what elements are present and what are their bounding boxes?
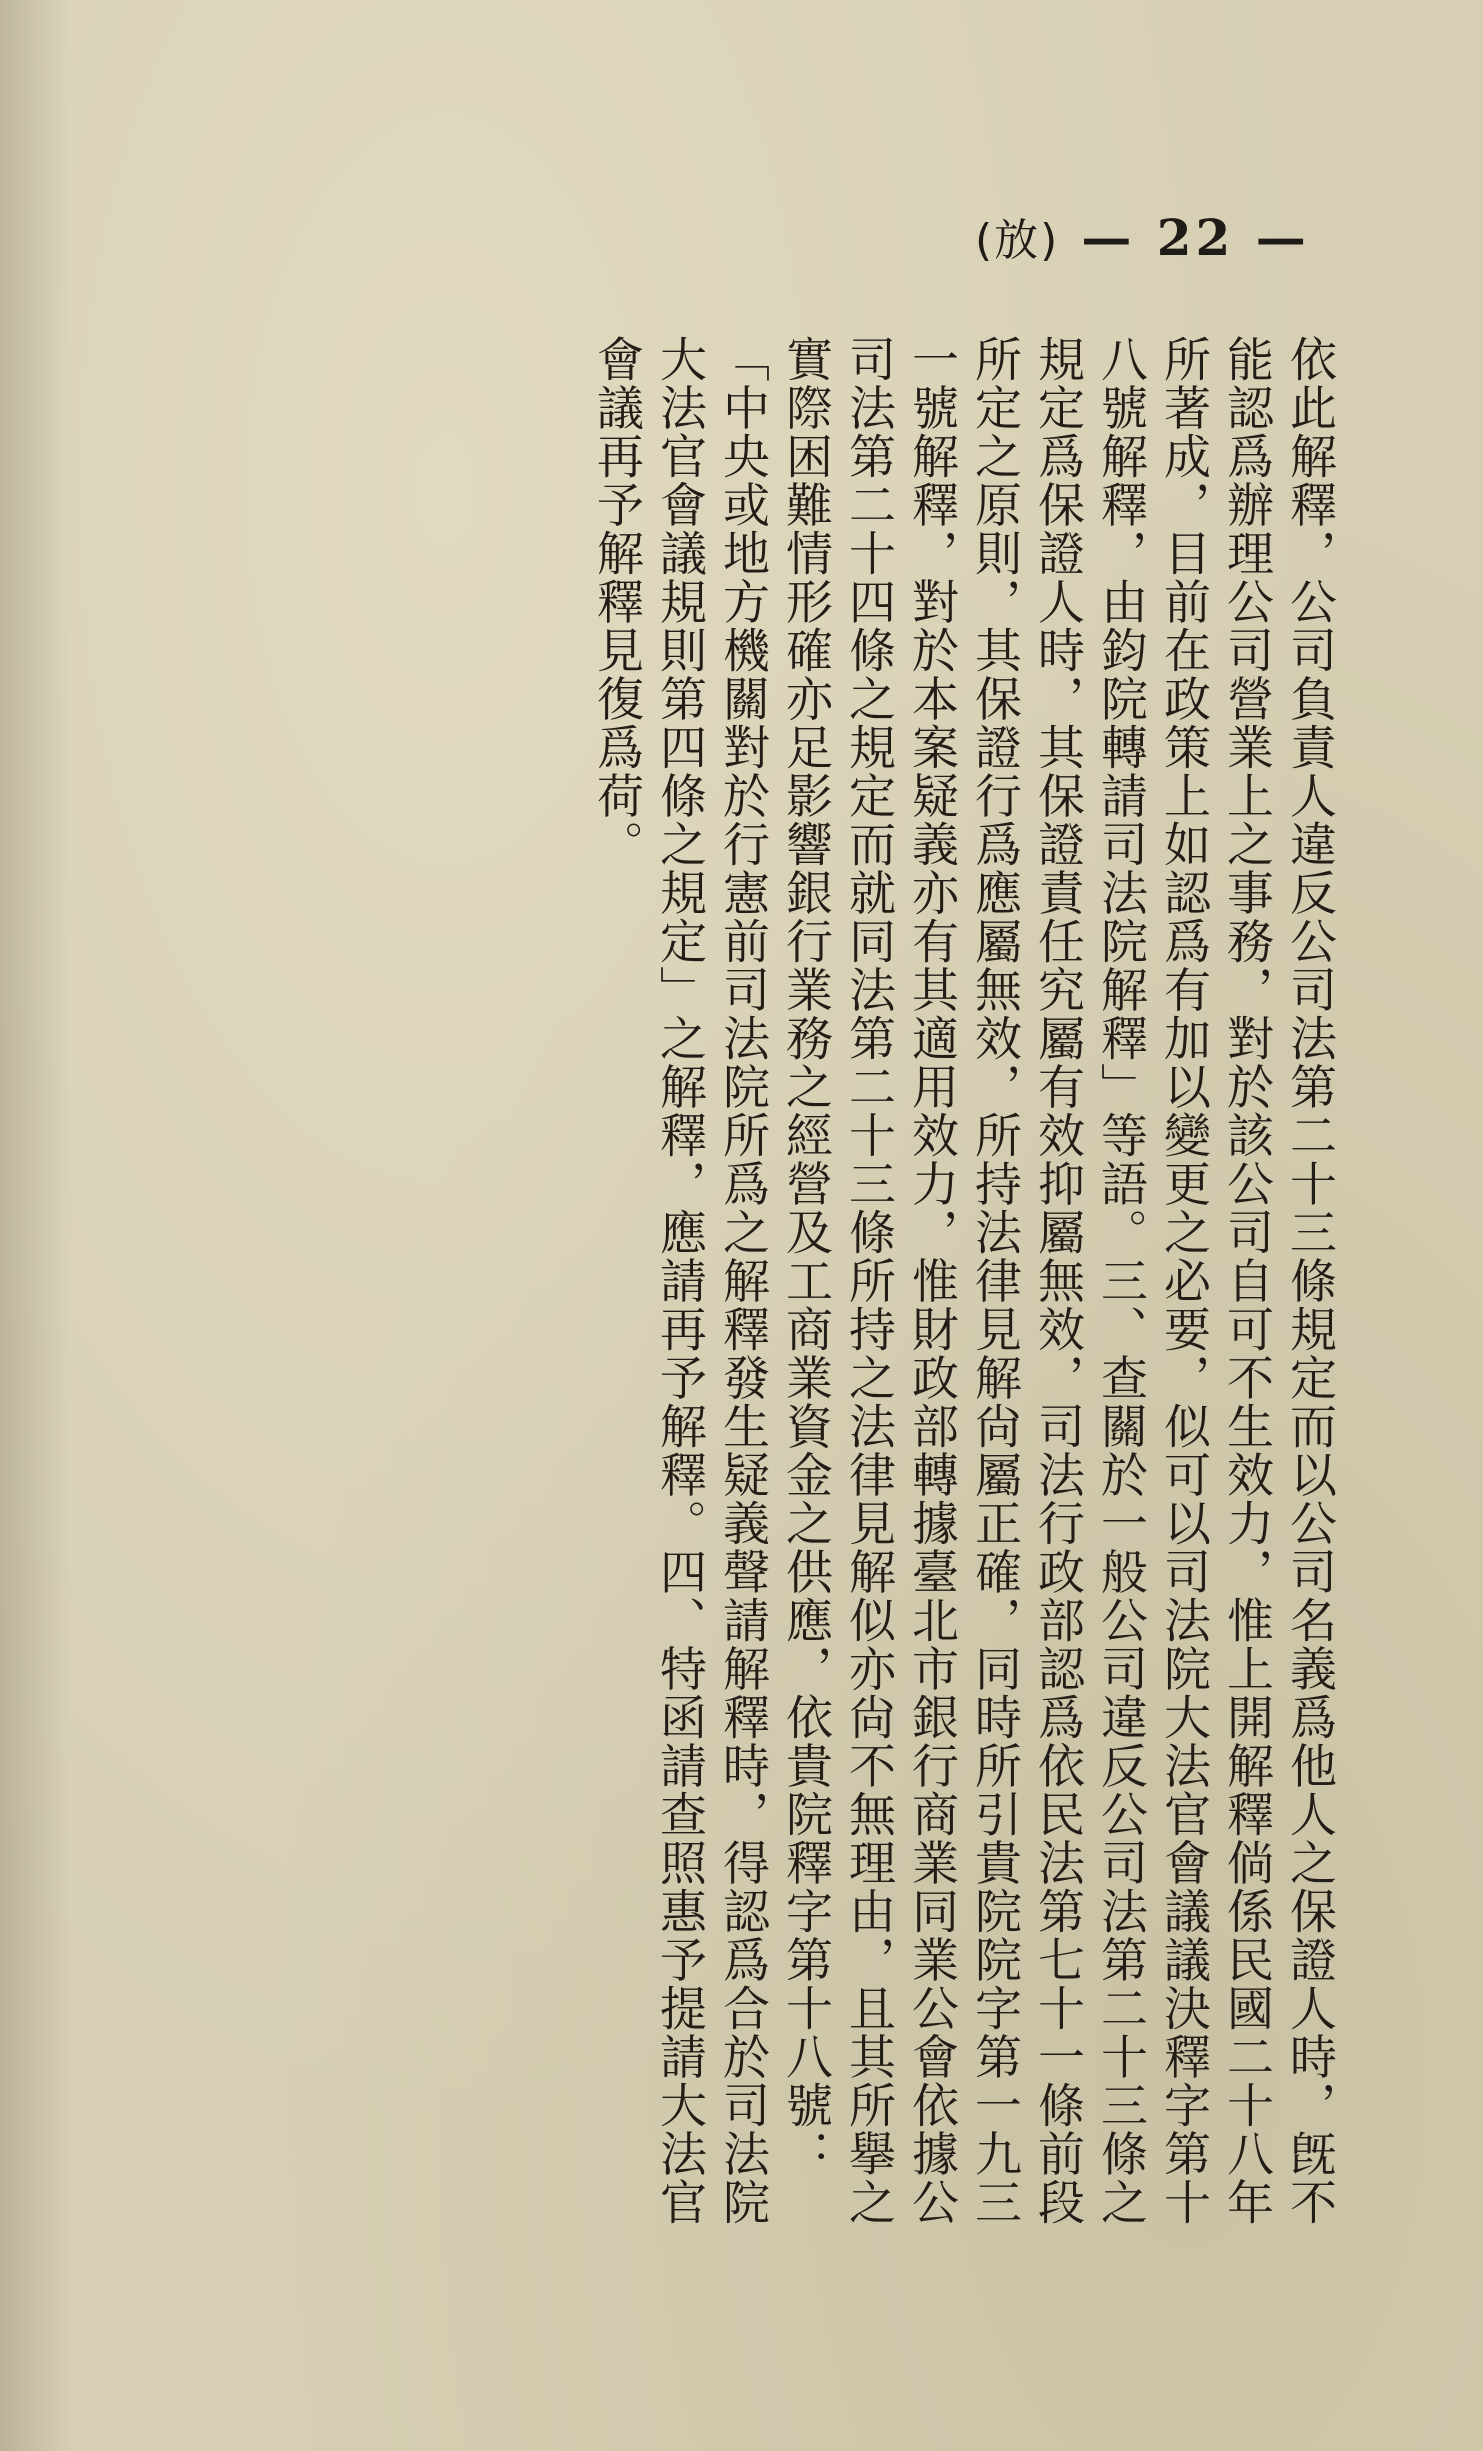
page-header [975, 203, 1310, 273]
vertical-body-text [589, 335, 1341, 2235]
page-number: — 22 — [1081, 208, 1310, 267]
page-edge-shadow [0, 0, 70, 2451]
body-paragraph: 依此解釋，公司負責人違反公司法第二十三條規定而以公司名義爲他人之保證人時，旣不能認爲辦理公司營業上之事務，對於該公司自可不生效力，惟上開解釋倘係民國二十八年所著成，目前在政策上如認爲有加以變更之必要，似可以司法院大法官會議議決釋字第十八號解釋，由鈞院轉請司法院解釋」等語。三、查關於一般公司違反公司法第二十三條之規定爲保證人時，其保證責任究屬有效抑屬無效，司法行政部認爲依民法第七十一條前段所定之原則，其保證行爲應屬無效，所持法律見解尙屬正確，同時所引貴院院字第一九三一號解釋，對於本案疑義亦有其適用效力，惟財政部轉據臺北市銀行商業同業公會依據公司法第二十四條之規定而就同法第二十三條所持之法律見解似亦尙不無理由，且其所擧之實際困難情形確亦足影響銀行業務之經營及工商業資金之供應，依貴院釋字第十八號：「中央或地方機關對於行憲前司法院所爲之解釋發生疑義聲請解釋時，得認爲合於司法院大法官會議規則第四條之規定」之解釋，應請再予解釋。四、特函請查照惠予提請大法官會議再予解釋見復爲荷。 [589, 335, 1337, 2227]
section-mark: (放) [975, 215, 1060, 266]
